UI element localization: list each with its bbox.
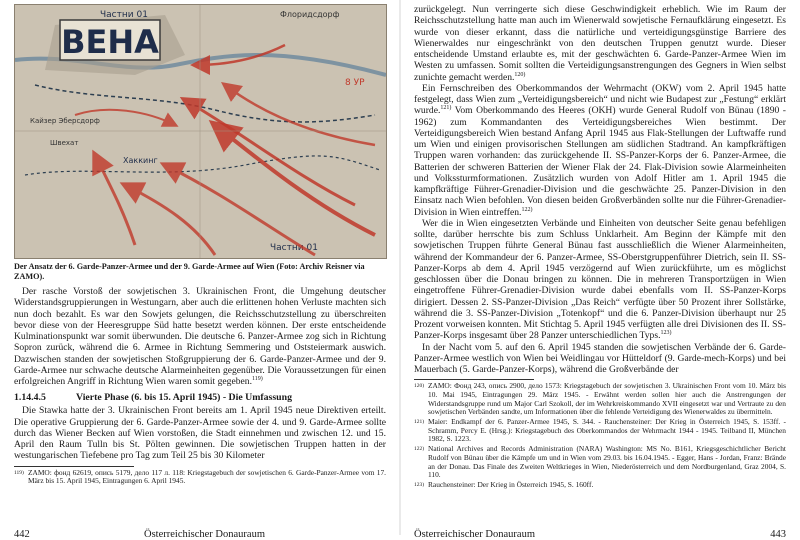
map-caption: Der Ansatz der 6. Garde-Panzer-Armee und der 9. Garde-Armee auf Wien (Foto: Archiv Reisner via ZAMO). [14, 262, 365, 281]
footnote-121: 121) Maier: Endkampf der 6. Panzer-Armee 1945, S. 344. - Rauchensteiner: Der Krieg in Österreich 1945, S. 153ff. - Schramm, Percy E. (Hrsg.): Kriegstagebuch des Oberkommandos der Wehrmacht 1944 - 1945. Teilband II, München 1982, S. 1223. [414, 417, 786, 444]
left-paragraph-2: Die Stawka hatte der 3. Ukrainischen Front bereits am 1. April 1945 neue Direktiven erteilt. Die operative Gruppierung der 6. Garde-Panzer-Armee sowie der 4. und 9. Garde-Armee sollte durch das Wiener Becken auf Wien vorstoßen, die Stadt einnehmen und zwischen 12. und 15. April den Raum Tulln bis St. Pölten gewinnen. Die sowjetischen Truppen hatten in der westungarischen Tiefebene pro Tag zum Teil 25 bis 30 Kilometer [14, 405, 386, 462]
right-paragraph-2: Ein Fernschreiben des Oberkommandos der Wehrmacht (OKW) vom 2. April 1945 hatte festgelegt, dass Wien zum „Verteidigungsbereich“ und nicht wie Budapest zur „Festung“ erklärt wurde.$^{121)}$ Vom Oberkommando des Heeres (OKH) wurde General Rudolf von Bünau (1890 - 1962) zum Kommandanten des Verteidigungsbereiches Wien bestimmt. Der Verteidigungsbereich Wien bestand Anfang April 1945 aus Flak-Stellungen der Luftwaffe rund um Wien und einigen provisorischen Stellungen am südlichen Stadtrand. An kampfkräftigen Truppen waren vorhanden: das zurückgehende II. SS-Panzer-Korps der 6. Panzer-Armee, die Batterien der schweren Batterien der Wiener Flak der 24. Flak-Division sowie Alarmeinheiten und Volkssturmformationen. Zusätzlich wurden von Adolf Hitler am 1. April 1945 die kampfkräftige Führer-Grenadier-Division und die geschwächte 25. Panzer-Division in den Einsatz nach Wien befohlen. Von diesen beiden Großverbänden sollte nur die Führer-Grenadier-Division in Wien eintreffen.$^{122)}$ [414, 82, 786, 218]
right-paragraph-4: In der Nacht vom 5. auf den 6. April 1945 standen die sowjetischen Verbände der 6. Garde-Panzer-Armee westlich von Wien bei Weidlingau vor Hütteldorf (9. Garde-mech-Korps) und bei Mauerbach (5. Garde-Panzer-Korps), während die Großverbände der [414, 341, 786, 375]
right-paragraph-3: Wer die in Wien eingesetzten Verbände und Einheiten von deutscher Seite genau befehligen sollte, darüber herrschte bis zum Schluss Unklarheit. Am Beginn der Kämpfe mit den sowjetischen Truppen führte General Bünau fast ausschließlich die Wiener Alarmeinheiten, während der Kommandeur der 6. Panzer-Armee, SS-Oberstgruppenführer Dietrich, sein II. SS-Panzer-Korps ab dem 4. April 1945 verzögernd auf Wien zurückführte, um es möglichst geschlossen über die Donau bringen zu können. Die in mehreren Transportzügen in Wien eingetroffene Führer-Grenadier-Division wurde dabei ebenfalls vom II. SS-Panzer-Korps dirigiert. Dessen 2. SS-Panzer-Division „Das Reich“ verfügte über 50 Prozent ihrer Sollstärke, während die 3. SS-Panzer-Division „Totenkopf“ und die 6. Panzer-Division überhaupt nur 25 Prozent vorweisen konnten. Mit Stichtag 5. April 1945 verfügten alle drei Divisionen des II. SS-Panzer-Korps insgesamt über 28 Panzer unterschiedlichen Typs.$^{123)}$ [414, 217, 786, 342]
footnote-ref-123[interactable]: 123) [660, 330, 672, 337]
map-label-5: Хаккинг [123, 156, 158, 165]
map-drawing [15, 5, 386, 258]
historical-map-image [14, 4, 387, 259]
right-page [400, 0, 800, 540]
map-label-3: Кайзер Эберсдорф [30, 117, 100, 125]
footnote-ref-119[interactable]: 119) [251, 375, 263, 382]
section-number: 1.14.4.5 [14, 392, 46, 404]
footnote-122: 122) National Archives and Records Administration (NARA) Washington: MS No. B161, Kriegsgeschichtlicher Bericht Rudolf von Bünau über die Kämpfe um und in Wien vom 29.03. bis 16.04.1945. - Egger, Hans - Jordan, Franz: Brände an der Donau. Das Finale des Zweiten Weltkrieges in Wien, Niederösterreich und dem Nordburgenland, Graz 2004, S. 110. [414, 444, 786, 480]
footnote-divider [14, 466, 134, 467]
right-paragraph-1: zurückgelegt. Nun verringerte sich diese Geschwindigkeit erheblich. Wie im Raum der Reichsschutzstellung hatte man auch im Wienerwald sowjetische Fernaufklärung eingesetzt. Es wurde von dieser erkannt, dass die natürliche und verteidigungsgünstige Barriere des Wienerwaldes nur eingeschränkt von den deutschen Truppen genutzt wurde. Dieser entscheidende Umstand erlaubte es, mit der geschwächten 6. Garde-Panzer-Armee Wien im Westen zu umfassen. Somit sollten die Verteidigungsanstrengungen des Gegners in Wien selbst zunichte gemacht werden.$^{120)}$ [414, 4, 786, 83]
map-label-6: Частни 01 [270, 243, 318, 253]
map-label-1: Частни 01 [100, 10, 148, 20]
map-label-2: Флоридсдорф [280, 10, 340, 19]
footnote-ref-121[interactable]: 121) [440, 105, 452, 112]
footnote-119: 119) ZAMO: фонд 62619, опись 5179, дело 117 л. 118: Kriegstagebuch der sowjetischen 6. Garde-Panzer-Armee vom 17. März bis 15. April 1945, Eintragungen 6. April 1945. [14, 467, 386, 486]
footnote-120: 120) ZAMO: Фонд 243, опись 2900, дело 1573: Kriegstagebuch der sowjetischen 3. Ukrainischen Front vom 10. März bis 10. Mai 1945, Eintragungen 29. März 1945. - Erwähnt werden sollen hier auch die Anstrengungen der Widerstandsgruppe rund um Major Carl Szokoll, der im Wehrkreiskommando XVII eingesetzt war und Vertraute zu den sowjetischen Verbänden sandte, um Informationen über die fehlende Verteidigung des Wienerwaldes zu übermitteln. [414, 381, 786, 417]
footnote-divider [414, 379, 534, 380]
footnote-123: 123) Rauchensteiner: Der Krieg in Österreich 1945, S. 160ff. [414, 479, 594, 489]
map-label-7: 8 УР [345, 78, 365, 88]
running-title-right: Österreichischer Donauraum [414, 529, 535, 540]
footnote-ref-122[interactable]: 122) [521, 206, 533, 213]
footnote-ref-120[interactable]: 120) [514, 71, 526, 78]
running-title-left: Österreichischer Donauraum [144, 529, 265, 540]
section-title: Vierte Phase (6. bis 15. April 1945) - Die Umfassung [76, 392, 292, 404]
page-number-left: 442 [14, 529, 30, 540]
page-number-right: 443 [770, 529, 786, 540]
map-title: ВЕНА [61, 23, 159, 61]
left-paragraph-1: Der rasche Vorstoß der sowjetischen 3. Ukrainischen Front, die Umgehung deutscher Widerstandsgruppierungen in Westungarn, aber auch die erlittenen hohen Verluste machten sich nun doch bezahlt. Es war den Sowjets gelungen, die Reichsschutzstellung zu überschreiten bevor diese von der Heeresgruppe Süd hatte besetzt werden können. Der erste entscheidende Kulminationspunkt war somit überwunden. Die deutsche 6. Panzer-Armee zog sich in Richtung Sopron zurück, während die 6. Armee in Richtung Semmering und Oststeiermark auswich. Dazwischen standen der sowjetischen Stoßgruppierung der 6. Garde-Panzer-Armee und der 9. Garde-Armee nur schwache deutsche Alarmeinheiten gegenüber. Die Voraussetzungen für einen erfolgreichen Angriff in Richtung Wien waren somit gegeben.$^{119)}$ [14, 286, 386, 387]
section-heading [14, 392, 386, 403]
map-label-4: Швехат [50, 139, 79, 147]
